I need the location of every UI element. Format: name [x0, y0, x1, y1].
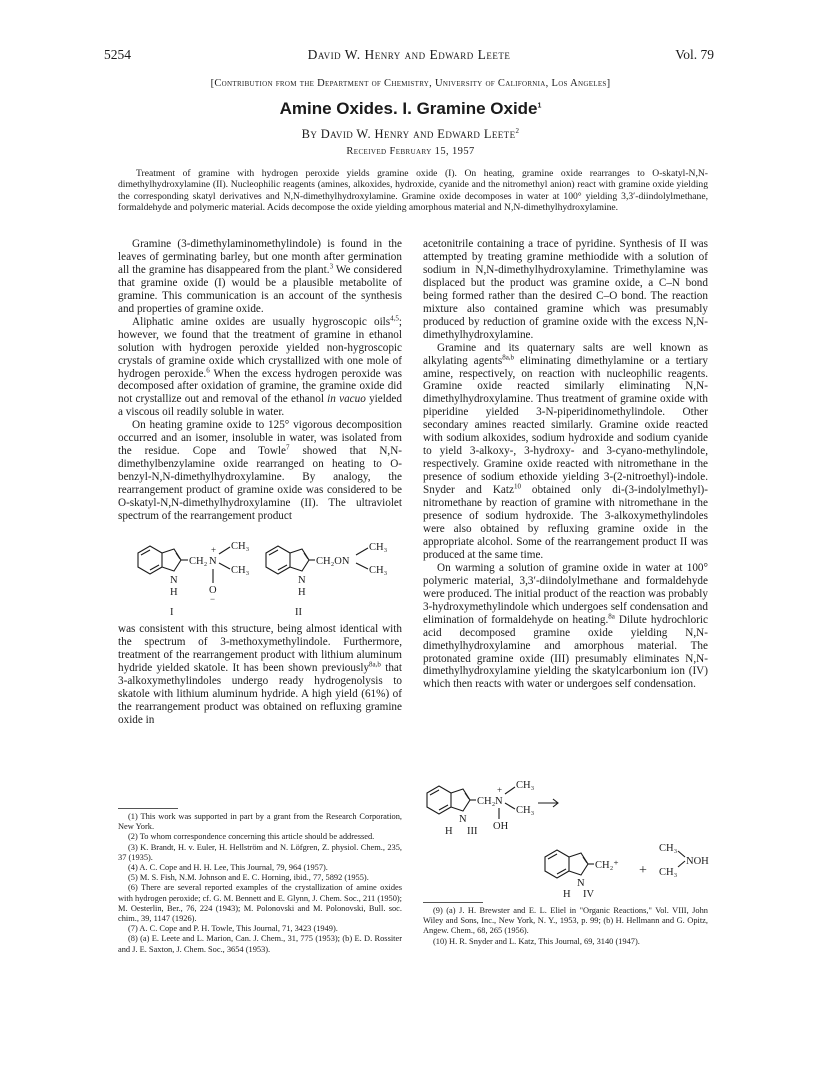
ch3-label: CH₃ — [369, 564, 388, 576]
abstract: Treatment of gramine with hydrogen peroxide yields gramine oxide (I). On heating, gramine oxide rearranges to O-skatyl-N,N-dimethylhydroxylamine (II). Nucleophilic reagents (amines, alkoxides, hydroxide, cyanide and the nitromethyl anion) react with gramine oxide yielding the corresponding skatyl derivatives and N,N-dimethylhydroxylamine. Gramine oxide decomposes in water at 100° yielding 3,3′-diindolylmethane, formaldehyde and polymeric material. Acids decompose the oxide yielding amorphous material and N,N-dimethylhydroxylamine. — [118, 168, 708, 213]
byline-footnote-mark: 2 — [515, 126, 520, 135]
ch2-plus-label: CH₂⁺ — [595, 860, 619, 871]
footnote: (1) This work was supported in part by a grant from the Research Corporation, New York. — [118, 812, 402, 832]
running-head-authors: David W. Henry and Edward Leete — [307, 47, 511, 62]
ch2on-label: CH₂ON — [316, 555, 350, 567]
text-run: Dilute hydrochloric acid decomposed gramine oxide yielding N,N-dimethylhydroxylamine and amorphous material. The protonated gramine oxide (III) presumably eliminates N,N-dimethylhydroxylamine yielding the skatylcarbonium ion (IV) which then reacts with water or undergoes self condensation. — [423, 613, 708, 691]
footnote: (5) M. S. Fish, N.M. Johnson and E. C. Horning, ibid., 77, 5892 (1955). — [128, 873, 369, 883]
text-run: When the excess hydrogen peroxide was decomposed after oxidation of gramine, the gramine oxide did not crystallize out and removal of the ethanol — [118, 367, 402, 406]
structure-label-IV: IV — [583, 889, 595, 900]
title-text: Amine Oxides. I. Gramine Oxide — [279, 99, 538, 118]
n-label: N — [209, 555, 217, 567]
ch3-label: CH₃ — [231, 564, 250, 576]
nh-label: N — [298, 574, 306, 586]
text-run: obtained only di-(3-indolylmethyl)-nitromethane by reaction of gramine with nitromethane in the presence of sodium hydroxide. The 3-alkoxymethylindoles were also obtained by refluxing gramine oxide in the appropriate alcohol. Some of the rearrangement product II was produced at the same time. — [423, 484, 708, 561]
h-label: H — [298, 586, 306, 598]
ch3-label: CH₃ — [659, 867, 678, 878]
structure-label-III: III — [467, 826, 478, 837]
pyrrole-ring-I — [162, 549, 181, 571]
pyrrole-ring-IV — [569, 853, 588, 875]
nh-label: N — [170, 574, 178, 586]
plus-sign: + — [211, 544, 217, 555]
footnote-rule — [423, 902, 483, 903]
footnote: (8) (a) E. Leete and L. Marion, Can. J. Chem., 31, 775 (1953); (b) E. D. Rossiter and J. E. Saxton, J. Chem. Soc., 3654 (1953). — [118, 934, 402, 954]
h-label: H — [563, 889, 571, 900]
received-date: Received February 15, 1957 — [346, 146, 475, 157]
paragraph — [118, 313, 402, 420]
article-title — [0, 99, 821, 119]
paragraph — [423, 562, 708, 692]
left-column — [118, 238, 402, 727]
byline-text: By David W. Henry and Edward Leete — [301, 127, 516, 141]
ch3-label: CH₃ — [516, 805, 535, 816]
noh-label: NOH — [686, 856, 709, 867]
footnotes-left — [118, 812, 402, 955]
paragraph — [118, 238, 402, 316]
text-run: Aliphatic amine oxides are usually hygroscopic oils — [132, 315, 391, 328]
text-run: On heating gramine oxide to 125° vigorous decomposition occurred and an isomer, insoluble in water, was isolated from the residue. Cope and Towle — [118, 419, 402, 458]
text-run: ; however, we found that the treatment of gramine in ethanol solution with hydrogen peroxide yielded non-hygroscopic crystals of gramine oxide which crystallized with one mole of hydrogen peroxide. — [118, 315, 402, 380]
scheme-figure — [423, 775, 713, 900]
footnote-rule — [118, 808, 178, 809]
text-run: We considered that gramine oxide (I) would be a plausible metabolite of gramine. This communication is an account of the synthesis and properties of gramine oxide. — [118, 263, 402, 315]
minus-sign: − — [210, 593, 216, 604]
footnote-mark: 8a,b — [502, 352, 515, 361]
italic-run: in vacuo — [327, 393, 366, 406]
structure-label-I: I — [170, 606, 174, 618]
plus-sign: + — [639, 863, 647, 878]
footnote: (4) A. C. Cope and H. H. Lee, This Journal, 79, 964 (1957). — [128, 863, 328, 873]
footnote: (6) There are several reported examples of the crystallization of amine oxides with hydrogen peroxide; cf. G. M. Bennett and E. Glynn, J. Chem. Soc., 211 (1950); M. Oesterlin, Ber., 76, 224 (1943); M. Polonovski and M. Polonovski, Bull. soc. chim., 39, 1147 (1926). — [118, 883, 402, 924]
text-run: showed that N,N-dimethylbenzylamine oxide rearranged on heating to O-benzyl-N,N-dimethylhydroxylamine. By analogy, the rearrangement product of gramine oxide was considered to be O-skatyl-N,N-dimethylhydroxylamine (II). The ultraviolet spectrum of the rearrangement product — [118, 445, 403, 523]
h-label: H — [445, 826, 453, 837]
nh-label: N — [459, 814, 467, 825]
reaction-scheme — [423, 775, 713, 900]
footnote-mark: 3 — [329, 262, 334, 271]
footnote: (3) K. Brandt, H. v. Euler, H. Hellström and N. Löfgren, Z. physiol. Chem., 235, 37 (1935). — [118, 842, 402, 862]
footnote: (10) H. R. Snyder and L. Katz, This Journal, 69, 3140 (1947). — [433, 936, 640, 946]
text-run: Gramine and its quaternary salts are well known as alkylating agents — [423, 341, 708, 367]
paragraph: acetonitrile containing a trace of pyridine. Synthesis of II was attempted by treating gramine methiodide with a solution of sodium in N,N-dimethylhydroxylamine. Trimethylamine was displaced but the product was gramine oxide, a C–N bond being formed rather than the desired C–O bond. The reaction mixture also contained gramine which was presumably produced by reduction of gramine oxide with the excess N,N-dimethylhydroxylamine. — [423, 238, 708, 341]
ch2-label: CH₂ — [189, 555, 208, 567]
structure-figure — [118, 523, 402, 623]
ch3-label: CH₃ — [369, 541, 388, 553]
byline — [0, 127, 821, 142]
contribution-line: [Contribution from the Department of Chemistry, University of California, Los Angeles] — [210, 78, 611, 89]
footnote-mark: 8a — [608, 611, 615, 620]
ch2-label: CH₂ — [477, 796, 496, 807]
structure-label-II: II — [295, 606, 302, 618]
oh-label: OH — [493, 821, 509, 832]
footnote-mark: 10 — [513, 482, 521, 491]
footnote-mark: 7 — [285, 443, 290, 452]
plus-sign: + — [497, 785, 503, 795]
footnote: (9) (a) J. H. Brewster and E. L. Eliel in "Organic Reactions," Vol. VIII, John Wiley and Sons, Inc., New York, N. Y., 1953, p. 99; (b) H. Hellmann and G. Opitz, Angew. Chem., 68, 265 (1956). — [423, 906, 708, 936]
text-run: On warming a solution of gramine oxide in water at 100° polymeric material, 3,3′-diindolylmethane and formaldehyde were produced. The initial product of the reaction was probably 3-hydroxymethylindole which undergoes self condensation and elimination of formaldehyde on heating. — [423, 561, 708, 626]
paragraph — [423, 342, 708, 562]
text-run: eliminating dimethylamine or a tertiary amine, respectively, on reaction with nucleophilic reagents. Gramine oxide reacted similarly eliminating N,N-dimethylhydroxylamine. Thus treatment of gramine oxide with piperidine yielded 3-N-piperidinomethylindole. Other secondary amines reacted similarly. Gramine oxide reacted with sodium alkoxides, sodium hydroxide and sodium cyanide to yield 3-alkoxy-, 3-hydroxy- and 3-cyano-methylindole, respectively. Gramine oxide reacted with nitromethane in the presence of sodium ethoxide yielding 3-(2-nitroethyl)-indole. Snyder and Katz — [423, 354, 708, 497]
pyrrole-ring-II — [290, 549, 309, 571]
footnote-mark: 4,5 — [390, 313, 399, 322]
page-number: 5254 — [104, 47, 131, 62]
footnote-mark: 8a,b — [369, 660, 381, 669]
h-label: H — [170, 586, 178, 598]
footnote: (7) A. C. Cope and P. H. Towle, This Journal, 71, 3423 (1949). — [128, 924, 338, 934]
ch3-label: CH₃ — [231, 540, 250, 552]
nh-label: N — [577, 878, 585, 889]
pyrrole-ring-III — [451, 789, 470, 811]
right-column — [423, 238, 708, 691]
text-run: was consistent with this structure, being almost identical with the spectrum of 3-methoxymethylindole. Furthermore, treatment of the rearrangement product with lithium aluminum hydride yielded skatole. It has been shown previously — [118, 622, 402, 674]
structures-I-II — [118, 523, 402, 623]
title-footnote-mark: 1 — [537, 102, 542, 110]
n-label: N — [495, 796, 503, 807]
footnote: (2) To whom correspondence concerning this article should be addressed. — [128, 832, 375, 842]
paragraph — [118, 623, 402, 727]
ch3-label: CH₃ — [516, 780, 535, 791]
footnotes-right — [423, 906, 708, 947]
text-run: Gramine (3-dimethylaminomethylindole) is found in the leaves of germinating barley, but one month after germination all the gramine has disappeared from the plant. — [118, 238, 402, 276]
text-run: that 3-alkoxymethylindoles undergo ready hydrogenolysis to skatole with lithium aluminum hydride. A high yield (61%) of the rearrangement product was obtained on refluxing gramine oxide in — [118, 661, 402, 726]
paragraph — [118, 419, 402, 523]
volume-label: Vol. 79 — [675, 47, 714, 62]
o-label: O — [209, 584, 217, 596]
ch3-label: CH₃ — [659, 843, 678, 854]
footnote-mark: 6 — [206, 365, 210, 374]
text-run: yielded a viscous oil readily soluble in water. — [118, 393, 402, 419]
